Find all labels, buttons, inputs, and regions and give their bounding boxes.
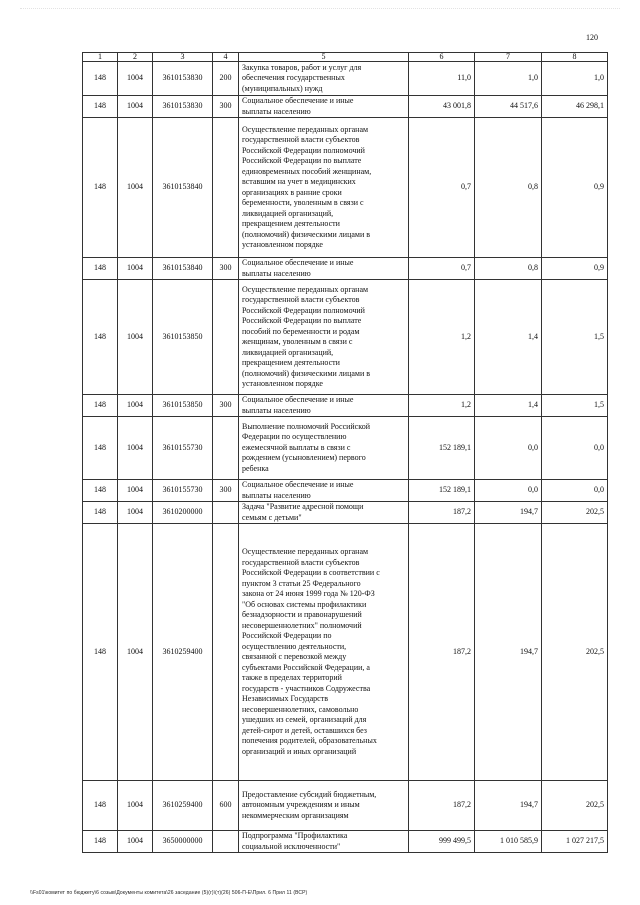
cell-section: 148 bbox=[83, 258, 118, 280]
table-row bbox=[83, 395, 608, 417]
cell-subsection: 1004 bbox=[118, 280, 153, 395]
table-row bbox=[83, 502, 608, 524]
cell-section: 148 bbox=[83, 831, 118, 853]
cell-amount-year1: 0,7 bbox=[409, 258, 475, 280]
scan-artifacts bbox=[20, 8, 620, 11]
cell-section: 148 bbox=[83, 781, 118, 831]
cell-target-article: 3610153850 bbox=[153, 280, 213, 395]
cell-amount-year2: 1,4 bbox=[475, 280, 542, 395]
cell-description: Подпрограмма "Профилактика социальной исключенности" bbox=[239, 831, 409, 853]
column-header: 8 bbox=[542, 53, 608, 62]
cell-target-article: 3610155730 bbox=[153, 480, 213, 502]
cell-target-article: 3610153840 bbox=[153, 258, 213, 280]
cell-target-article: 3610259400 bbox=[153, 524, 213, 781]
cell-target-article: 3650000000 bbox=[153, 831, 213, 853]
budget-table bbox=[82, 52, 608, 853]
cell-target-article: 3610153830 bbox=[153, 96, 213, 118]
column-header: 6 bbox=[409, 53, 475, 62]
cell-amount-year1: 999 499,5 bbox=[409, 831, 475, 853]
table-row bbox=[83, 96, 608, 118]
cell-description: Выполнение полномочий Российской Федерации по осуществлению ежемесячной выплаты в связи с рождением (усыновлением) первого ребенка bbox=[239, 417, 409, 480]
cell-target-article: 3610153840 bbox=[153, 118, 213, 258]
cell-expense-type bbox=[213, 417, 239, 480]
table-row bbox=[83, 258, 608, 280]
page-number: 120 bbox=[586, 33, 598, 42]
cell-expense-type: 600 bbox=[213, 781, 239, 831]
column-header: 4 bbox=[213, 53, 239, 62]
cell-amount-year2: 194,7 bbox=[475, 781, 542, 831]
cell-amount-year2: 0,8 bbox=[475, 258, 542, 280]
cell-description: Осуществление переданных органам государственной власти субъектов Российской Федерации полномочий Российской Федерации по выплате пособий по беременности и родам женщинам, уволенным в связи с ликвидацией организаций, прекращением деятельности (полномочий) физическими лицами в установленном порядке bbox=[239, 280, 409, 395]
cell-amount-year1: 152 189,1 bbox=[409, 480, 475, 502]
cell-amount-year3: 0,0 bbox=[542, 417, 608, 480]
cell-target-article: 3610259400 bbox=[153, 781, 213, 831]
table-row bbox=[83, 524, 608, 781]
cell-target-article: 3610155730 bbox=[153, 417, 213, 480]
cell-description: Социальное обеспечение и иные выплаты населению bbox=[239, 258, 409, 280]
cell-amount-year3: 0,9 bbox=[542, 258, 608, 280]
cell-description: Осуществление переданных органам государственной власти субъектов Российской Федерации полномочий Российской Федерации по выплате единовременных пособий женщинам, вставшим на учет в медицинских организациях в ранние сроки беременности, уволенным в связи с ликвидацией организаций, прекращением деятельности (полномочий) физическими лицами в установленном порядке bbox=[239, 118, 409, 258]
cell-description: Социальное обеспечение и иные выплаты населению bbox=[239, 96, 409, 118]
cell-amount-year1: 187,2 bbox=[409, 781, 475, 831]
cell-expense-type bbox=[213, 831, 239, 853]
cell-amount-year2: 194,7 bbox=[475, 502, 542, 524]
cell-section: 148 bbox=[83, 417, 118, 480]
cell-amount-year2: 44 517,6 bbox=[475, 96, 542, 118]
cell-section: 148 bbox=[83, 395, 118, 417]
cell-expense-type: 300 bbox=[213, 480, 239, 502]
cell-subsection: 1004 bbox=[118, 831, 153, 853]
table-row bbox=[83, 62, 608, 96]
cell-section: 148 bbox=[83, 524, 118, 781]
cell-amount-year3: 1,0 bbox=[542, 62, 608, 96]
cell-description: Задача "Развитие адресной помощи семьям с детьми" bbox=[239, 502, 409, 524]
cell-amount-year1: 187,2 bbox=[409, 524, 475, 781]
cell-subsection: 1004 bbox=[118, 62, 153, 96]
cell-amount-year2: 0,0 bbox=[475, 480, 542, 502]
cell-amount-year2: 1,0 bbox=[475, 62, 542, 96]
table-row bbox=[83, 831, 608, 853]
cell-description: Закупка товаров, работ и услуг для обеспечения государственных (муниципальных) нужд bbox=[239, 62, 409, 96]
cell-target-article: 3610153850 bbox=[153, 395, 213, 417]
cell-section: 148 bbox=[83, 118, 118, 258]
cell-amount-year3: 202,5 bbox=[542, 781, 608, 831]
cell-amount-year3: 202,5 bbox=[542, 524, 608, 781]
cell-expense-type bbox=[213, 118, 239, 258]
column-header: 5 bbox=[239, 53, 409, 62]
cell-expense-type bbox=[213, 502, 239, 524]
cell-amount-year1: 1,2 bbox=[409, 280, 475, 395]
table-row bbox=[83, 417, 608, 480]
column-header: 3 bbox=[153, 53, 213, 62]
table-row bbox=[83, 280, 608, 395]
cell-amount-year3: 0,0 bbox=[542, 480, 608, 502]
column-header: 1 bbox=[83, 53, 118, 62]
cell-expense-type bbox=[213, 280, 239, 395]
cell-subsection: 1004 bbox=[118, 480, 153, 502]
cell-description: Социальное обеспечение и иные выплаты населению bbox=[239, 395, 409, 417]
cell-amount-year2: 1,4 bbox=[475, 395, 542, 417]
cell-description: Осуществление переданных органам государственной власти субъектов Российской Федерации в соответствии с пунктом 3 статьи 25 Федерального закона от 24 июня 1999 года № 120-ФЗ "Об основах системы профилактики безнадзорности и правонарушений несовершеннолетних" полномочий Российской Федерации по осуществлению деятельности, связанной с перевозкой между субъектами Российской Федерации, а также в пределах территорий государств - участников Содружества Независимых Государств несовершеннолетних, самовольно ушедших из семей, организаций для детей-сирот и детей, оставшихся без попечения родителей, образовательных организаций и иных организаций bbox=[239, 524, 409, 781]
cell-subsection: 1004 bbox=[118, 417, 153, 480]
cell-subsection: 1004 bbox=[118, 524, 153, 781]
cell-amount-year2: 1 010 585,9 bbox=[475, 831, 542, 853]
cell-amount-year1: 0,7 bbox=[409, 118, 475, 258]
table-body bbox=[83, 62, 608, 853]
cell-amount-year3: 0,9 bbox=[542, 118, 608, 258]
cell-amount-year1: 187,2 bbox=[409, 502, 475, 524]
column-header: 7 bbox=[475, 53, 542, 62]
cell-amount-year3: 1,5 bbox=[542, 280, 608, 395]
cell-expense-type: 300 bbox=[213, 96, 239, 118]
cell-target-article: 3610153830 bbox=[153, 62, 213, 96]
cell-subsection: 1004 bbox=[118, 96, 153, 118]
footer-file-path: \\Fs01\комитет по бюджету\6 созыв\Документы комитета\26 заседание (5)(г)\(т)(26) 506-П-Е\Прил. 6 Прил 11 (ВСР) bbox=[30, 890, 308, 896]
cell-amount-year3: 46 298,1 bbox=[542, 96, 608, 118]
cell-description: Предоставление субсидий бюджетным, автономным учреждениям и иным некоммерческим организациям bbox=[239, 781, 409, 831]
cell-expense-type: 300 bbox=[213, 258, 239, 280]
cell-section: 148 bbox=[83, 62, 118, 96]
cell-section: 148 bbox=[83, 502, 118, 524]
cell-subsection: 1004 bbox=[118, 118, 153, 258]
cell-subsection: 1004 bbox=[118, 502, 153, 524]
cell-amount-year2: 0,0 bbox=[475, 417, 542, 480]
cell-amount-year3: 1,5 bbox=[542, 395, 608, 417]
cell-amount-year1: 43 001,8 bbox=[409, 96, 475, 118]
table-row bbox=[83, 480, 608, 502]
column-header: 2 bbox=[118, 53, 153, 62]
cell-amount-year3: 202,5 bbox=[542, 502, 608, 524]
cell-amount-year2: 0,8 bbox=[475, 118, 542, 258]
cell-section: 148 bbox=[83, 480, 118, 502]
cell-target-article: 3610200000 bbox=[153, 502, 213, 524]
cell-amount-year1: 1,2 bbox=[409, 395, 475, 417]
cell-section: 148 bbox=[83, 96, 118, 118]
table-row bbox=[83, 781, 608, 831]
cell-expense-type bbox=[213, 524, 239, 781]
header-row bbox=[83, 53, 608, 62]
cell-subsection: 1004 bbox=[118, 395, 153, 417]
cell-amount-year2: 194,7 bbox=[475, 524, 542, 781]
cell-subsection: 1004 bbox=[118, 781, 153, 831]
cell-expense-type: 300 bbox=[213, 395, 239, 417]
cell-section: 148 bbox=[83, 280, 118, 395]
table-row bbox=[83, 118, 608, 258]
cell-expense-type: 200 bbox=[213, 62, 239, 96]
cell-amount-year3: 1 027 217,5 bbox=[542, 831, 608, 853]
cell-amount-year1: 11,0 bbox=[409, 62, 475, 96]
cell-amount-year1: 152 189,1 bbox=[409, 417, 475, 480]
cell-subsection: 1004 bbox=[118, 258, 153, 280]
cell-description: Социальное обеспечение и иные выплаты населению bbox=[239, 480, 409, 502]
